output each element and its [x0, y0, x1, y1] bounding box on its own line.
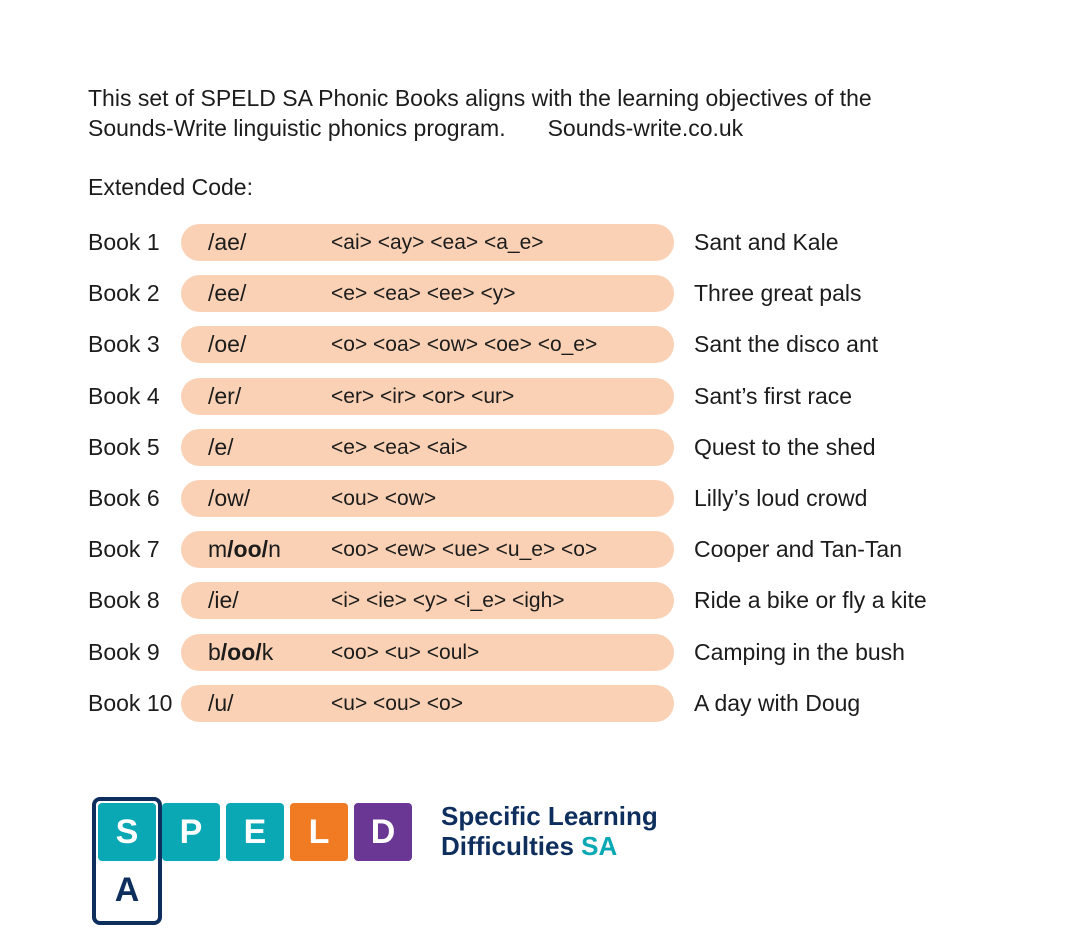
book-list — [88, 224, 988, 736]
spellings: <e> <ea> <ai> — [331, 435, 468, 459]
sound-label: /e/ — [208, 433, 234, 460]
book-title: Ride a bike or fly a kite — [694, 587, 927, 614]
book-title: A day with Doug — [694, 689, 861, 716]
book-row — [88, 634, 988, 671]
spellings: <i> <ie> <y> <i_e> <igh> — [331, 589, 565, 613]
book-row — [88, 480, 988, 517]
book-row — [88, 531, 988, 568]
book-number: Book 1 — [88, 229, 160, 255]
book-title: Camping in the bush — [694, 638, 905, 665]
spellings: <u> <ou> <o> — [331, 691, 463, 715]
logo-tile-s: S — [98, 803, 156, 861]
book-row — [88, 582, 988, 619]
book-row — [88, 378, 988, 415]
book-number: Book 10 — [88, 689, 173, 716]
book-row — [88, 429, 988, 466]
intro-line-1: This set of SPELD SA Phonic Books aligns with the learning objectives of the — [88, 85, 872, 111]
intro-line-2 — [88, 113, 988, 143]
sound-label: /u/ — [208, 689, 234, 716]
sound-label: /ie/ — [208, 587, 239, 614]
book-title: Sant and Kale — [694, 229, 839, 255]
book-title: Three great pals — [694, 280, 862, 307]
book-number: Book 3 — [88, 331, 160, 358]
book-title: Lilly’s loud crowd — [694, 484, 868, 511]
org-line-1: Specific Learning — [441, 801, 658, 831]
book-title: Sant’s first race — [694, 382, 853, 409]
book-number: Book 7 — [88, 536, 160, 563]
sound-label: /ae/ — [208, 229, 247, 255]
book-number: Book 8 — [88, 587, 160, 614]
book-title: Cooper and Tan-Tan — [694, 536, 902, 563]
website-text: Sounds-write.co.uk — [547, 115, 744, 141]
spellings: <oo> <ew> <ue> <u_e> <o> — [331, 538, 598, 562]
book-row — [88, 275, 988, 312]
sound-label: m/oo/n — [208, 536, 281, 563]
logo-tile-d: D — [354, 803, 412, 861]
book-row — [88, 326, 988, 363]
spellings: <oo> <u> <oul> — [331, 640, 480, 664]
sound-label: /oe/ — [208, 331, 247, 358]
intro-text — [88, 83, 988, 143]
book-row — [88, 685, 988, 722]
sound-label: /er/ — [208, 382, 242, 409]
spellings: <e> <ea> <ee> <y> — [331, 282, 516, 306]
sound-label: b/oo/k — [208, 638, 274, 665]
spellings: <ai> <ay> <ea> <a_e> — [331, 231, 544, 254]
speld-sa-logo — [92, 797, 692, 927]
logo-tile-l: L — [290, 803, 348, 861]
logo-tile-a: A — [114, 871, 140, 909]
book-row — [88, 224, 988, 261]
org-line-2: Difficulties SA — [441, 831, 618, 861]
org-sa-accent: SA — [581, 831, 618, 861]
section-label: Extended Code: — [88, 174, 253, 200]
logo-tile-p: P — [162, 803, 220, 861]
organisation-name — [441, 801, 658, 861]
spellings: <ou> <ow> — [331, 486, 437, 510]
spellings: <er> <ir> <or> <ur> — [331, 384, 515, 408]
book-number: Book 6 — [88, 484, 160, 511]
sound-label: /ee/ — [208, 280, 247, 307]
book-number: Book 9 — [88, 638, 160, 665]
book-title: Sant the disco ant — [694, 331, 879, 358]
book-number: Book 2 — [88, 280, 160, 307]
book-title: Quest to the shed — [694, 433, 876, 460]
spellings: <o> <oa> <ow> <oe> <o_e> — [331, 333, 598, 357]
book-number: Book 4 — [88, 382, 160, 409]
book-number: Book 5 — [88, 433, 160, 460]
logo-tile-e: E — [226, 803, 284, 861]
sound-label: /ow/ — [208, 484, 251, 511]
intro-line-2-text: Sounds-Write linguistic phonics program. — [88, 115, 506, 141]
